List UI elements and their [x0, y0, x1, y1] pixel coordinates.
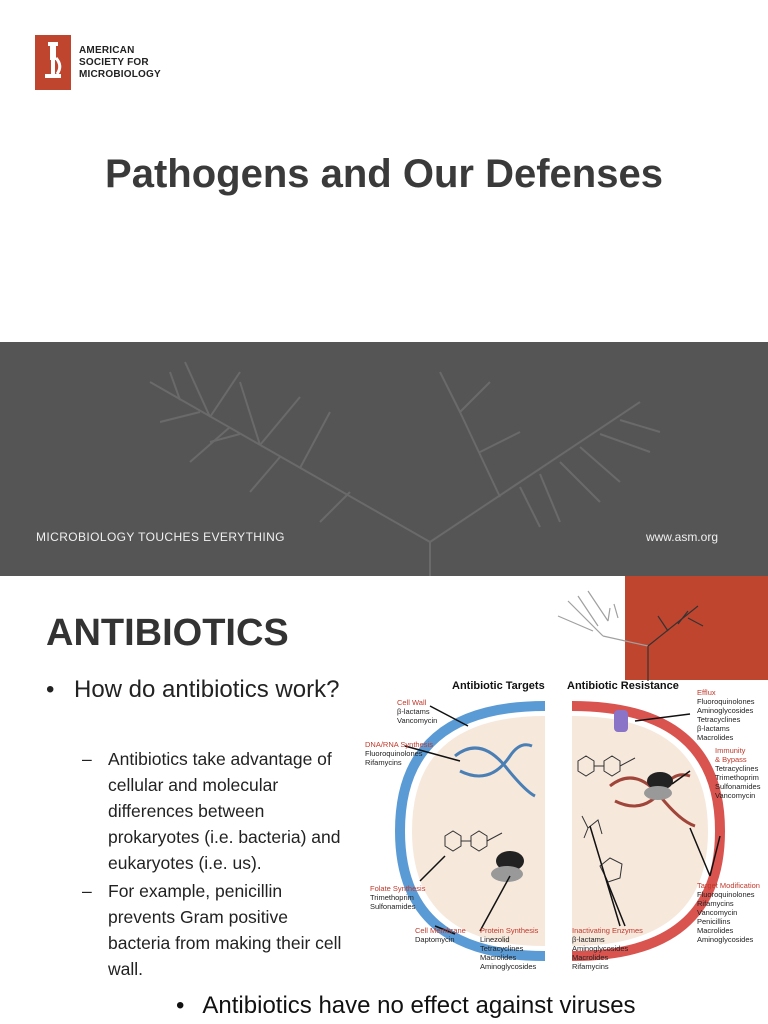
- bullet-text: How do antibiotics work?: [74, 676, 340, 703]
- sub-bullet-item: [82, 746, 352, 876]
- bullet-item: [46, 674, 346, 706]
- slide-title: Pathogens and Our Defenses: [105, 152, 663, 196]
- inactivating-enzymes-label: Inactivating Enzymes: [572, 926, 643, 935]
- immunity-label: Immunity: [715, 746, 746, 755]
- sub-bullet-item: [82, 878, 352, 982]
- cell-membrane-label: Cell Membrane: [415, 926, 466, 935]
- resistance-title: Antibiotic Resistance: [567, 680, 679, 692]
- cell-wall-label: Cell Wall: [397, 698, 427, 707]
- microscope-icon: [35, 35, 71, 90]
- bullet-dot: •: [176, 992, 185, 1019]
- dash-icon: –: [82, 881, 92, 901]
- sub-bullet-text: For example, penicillin prevents Gram positive bacteria from making their cell wall.: [108, 881, 342, 979]
- sub-bullet-text: Antibiotics take advantage of cellular and molecular differences between prokaryotes (i.e. bacteria) and eukaryotes (i.e. us).: [108, 749, 341, 873]
- corner-tree-icon: [548, 586, 768, 686]
- logo-text: AMERICAN SOCIETY FOR MICROBIOLOGY: [79, 44, 161, 80]
- footer-band: [0, 342, 768, 576]
- antibiotics-slide: [0, 576, 768, 1024]
- bullet-dot: •: [46, 676, 55, 703]
- dash-icon: –: [82, 749, 92, 769]
- slide-heading: ANTIBIOTICS: [46, 612, 289, 654]
- asm-logo: [35, 35, 169, 90]
- efflux-label: Efflux: [697, 688, 716, 697]
- folate-label: Folate Synthesis: [370, 884, 426, 893]
- tagline: MICROBIOLOGY TOUCHES EVERYTHING: [36, 530, 285, 544]
- dna-rna-label: DNA/RNA Synthesis: [365, 740, 433, 749]
- website-url: www.asm.org: [645, 530, 718, 544]
- bottom-bullet: [176, 992, 636, 1020]
- targets-title: Antibiotic Targets: [452, 680, 545, 692]
- target-modification-label: Target Modification: [697, 881, 760, 890]
- bottom-bullet-text: Antibiotics have no effect against viruses: [202, 992, 636, 1019]
- protein-synthesis-label: Protein Synthesis: [480, 926, 539, 935]
- antibiotic-diagram: Antibiotic Targets Antibiotic Resistance Cell Wall β-lactams Vancomycin DNA/RNA Synthesis Fluoroquinolones Rifamycins Folate Synthesis Trimethoprim Sulfonamides Cell Membrane Daptomycin Protein Synthesis Linezolid Tetracyclines Macrolides Aminoglycosides Efflux Fluoroquinolones Aminoglycosides Tetracyclines β-lactams Macrolides Immunity & Bypass Tetracyclines Trimethoprim Sulfonamides Vancomycin Target Modification Fluoroquinolones Rifamycins Vancomycin Penicillins Macrolides Aminoglycosides Inactivating Enzymes β-lactams Aminoglycosides Macrolides Rifamycins: [360, 676, 768, 976]
